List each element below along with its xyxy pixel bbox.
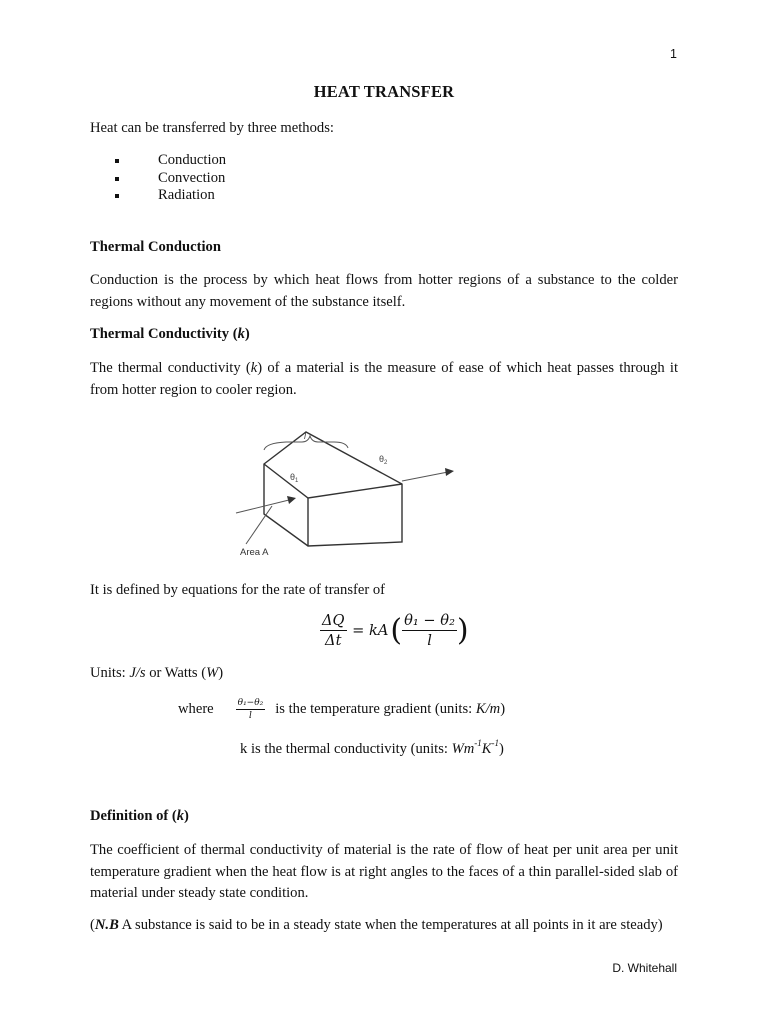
gradient-text: is the temperature gradient (units: bbox=[275, 701, 476, 717]
unit-exponent: -1 bbox=[491, 738, 500, 748]
k-symbol: k bbox=[176, 808, 185, 824]
length-label: l bbox=[304, 431, 306, 441]
lhs-fraction bbox=[320, 612, 347, 649]
unit-wmk bbox=[451, 738, 500, 757]
area-pointer bbox=[246, 506, 272, 544]
list-item: Conduction bbox=[112, 152, 226, 170]
heading-text: Thermal Conductivity ( bbox=[90, 326, 238, 342]
slab-edge bbox=[264, 464, 402, 498]
arrow-head-icon bbox=[287, 496, 296, 504]
section-heading-definition bbox=[90, 808, 189, 825]
gradient-desc bbox=[275, 701, 505, 718]
k-definition-line bbox=[240, 738, 504, 758]
unit-exponent: -1 bbox=[474, 738, 482, 748]
unit-part: Wm bbox=[451, 741, 475, 757]
gradient-numerator: θ₁−θ₂ bbox=[237, 698, 264, 708]
slab-diagram bbox=[186, 418, 486, 563]
theta2-label bbox=[379, 454, 388, 466]
k-symbol: k bbox=[237, 326, 245, 342]
theta2-sub: 2 bbox=[384, 460, 388, 466]
definition-paragraph: The coefficient of thermal conductivity of material is the rate of flow of heat per unit area per unit temperature gradient when the heat flow is at right angles to the faces of a thin parallel-sided slab of material under steady state condition. bbox=[90, 842, 678, 901]
lhs-numerator: ΔQ bbox=[322, 612, 345, 629]
gradient-text: ) bbox=[500, 701, 506, 717]
arrow-head-icon bbox=[445, 468, 454, 476]
unit-w: W bbox=[206, 665, 219, 681]
heading-text: ) bbox=[244, 326, 250, 342]
steady-state-note bbox=[90, 915, 678, 937]
close-paren: ) bbox=[456, 613, 469, 648]
unit-part: K bbox=[481, 741, 492, 757]
heat-arrow-out bbox=[402, 472, 448, 481]
conductivity-paragraph bbox=[90, 358, 678, 401]
note-text: ( bbox=[90, 917, 95, 933]
units-text: or Watts ( bbox=[145, 665, 207, 681]
open-paren: ( bbox=[390, 613, 403, 648]
lhs-denominator: Δt bbox=[325, 632, 342, 649]
units-text: ) bbox=[218, 665, 224, 681]
rhs-denominator: l bbox=[427, 632, 432, 649]
heading-text: ) bbox=[184, 808, 189, 824]
gradient-fraction bbox=[236, 698, 266, 721]
note-label: N.B bbox=[94, 917, 119, 933]
theta1-sub: 1 bbox=[295, 478, 299, 484]
where-word: where bbox=[178, 701, 214, 717]
intro-text: Heat can be transferred by three methods: bbox=[90, 120, 334, 136]
page-number: 1 bbox=[670, 47, 677, 61]
gradient-denominator: l bbox=[249, 711, 252, 721]
area-label: Area A bbox=[240, 547, 269, 558]
author-footer: D. Whitehall bbox=[612, 961, 677, 975]
unit-js: J/s bbox=[129, 665, 146, 681]
paragraph-text: The thermal conductivity ( bbox=[90, 360, 251, 376]
page-title: HEAT TRANSFER bbox=[313, 82, 455, 101]
theta1-label bbox=[290, 472, 299, 484]
paragraph-text: ) of a material is the measure of ease of which heat passes through it from hotter region to cooler region. bbox=[90, 360, 678, 398]
equation-intro: It is defined by equations for the rate of transfer of bbox=[90, 582, 386, 598]
section-heading-conductivity bbox=[90, 326, 250, 343]
rhs-numerator: θ₁ − θ₂ bbox=[404, 612, 455, 629]
theta2-symbol: θ bbox=[379, 454, 385, 464]
gradient-line bbox=[178, 698, 505, 721]
k-text: ) bbox=[499, 741, 504, 757]
heading-text: Definition of ( bbox=[90, 808, 177, 824]
list-item: Radiation bbox=[112, 187, 226, 205]
conduction-paragraph: Conduction is the process by which heat flows from hotter regions of a substance to the colder regions without any movement of the substance itself. bbox=[90, 272, 678, 310]
slab-outline bbox=[264, 432, 402, 546]
rate-equation bbox=[320, 612, 469, 649]
unit-km: K/m bbox=[475, 701, 501, 717]
methods-list bbox=[112, 152, 226, 205]
units-line bbox=[90, 663, 678, 685]
units-text: Units: bbox=[90, 665, 130, 681]
k-symbol: k bbox=[250, 360, 258, 376]
heat-arrow-in bbox=[236, 500, 289, 513]
rhs-fraction bbox=[402, 612, 457, 649]
list-item: Convection bbox=[112, 170, 226, 188]
note-text: A substance is said to be in a steady state when the temperatures at all points in it are steady) bbox=[118, 917, 663, 933]
theta1-symbol: θ bbox=[290, 472, 296, 482]
equation-equals: = kA bbox=[352, 622, 389, 639]
section-heading-conduction: Thermal Conduction bbox=[90, 239, 221, 255]
k-text: k is the thermal conductivity (units: bbox=[240, 741, 452, 757]
